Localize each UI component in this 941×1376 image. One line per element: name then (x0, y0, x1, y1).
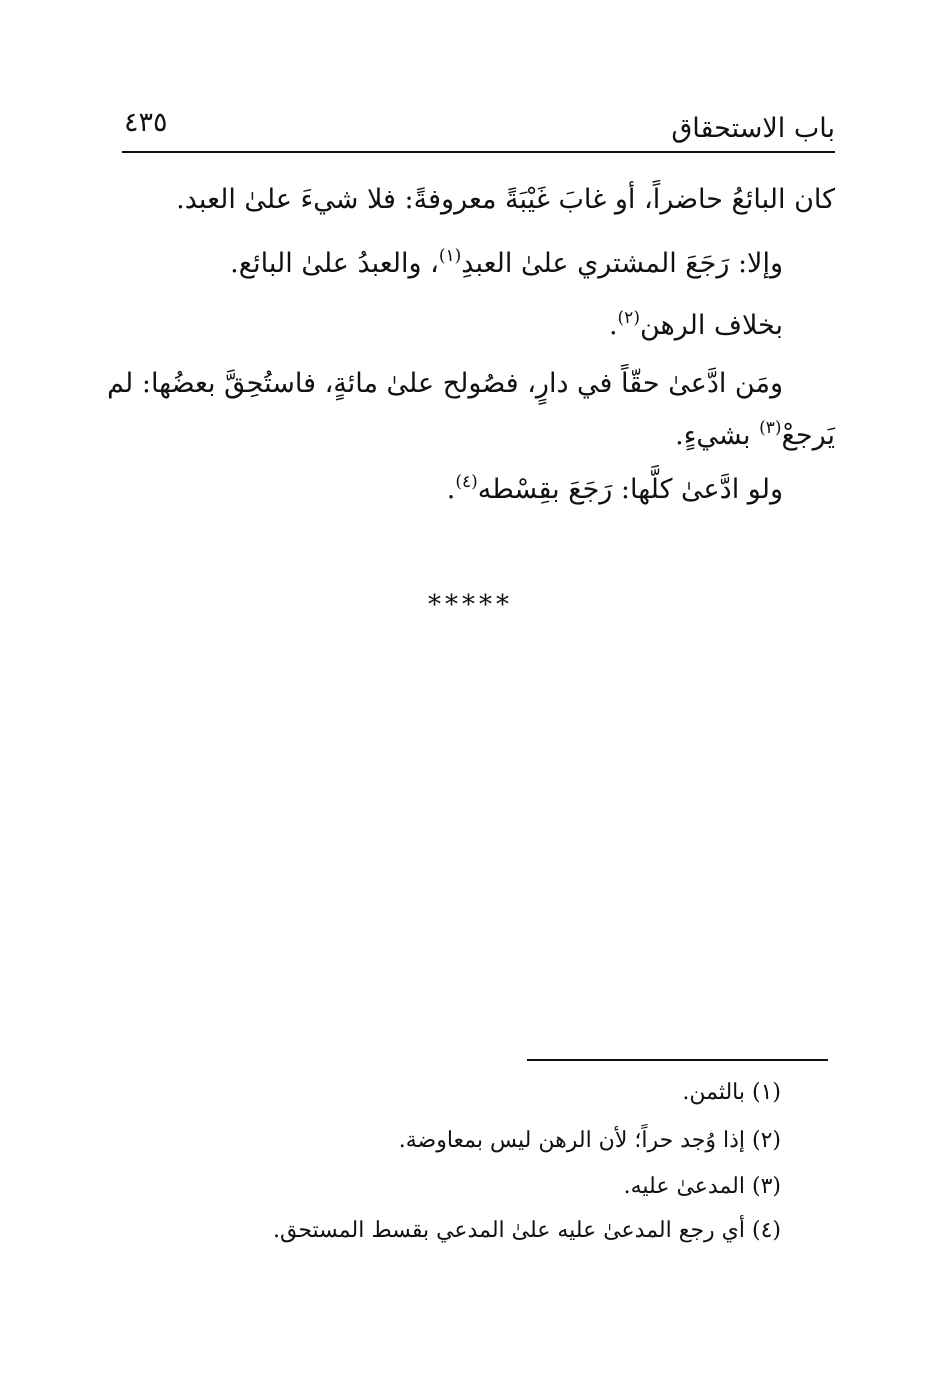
text-line-4 (107, 364, 783, 404)
text-line-1 (176, 180, 835, 220)
text-line-2 (230, 244, 783, 284)
footnote-marker-3[interactable]: (٣) (759, 418, 782, 438)
text-line-5 (675, 416, 835, 456)
footnote-marker-1[interactable]: (١) (438, 246, 462, 266)
footnote-4: (٤) أي رجع المدعىٰ عليه علىٰ المدعي بقسط المستحق. (273, 1218, 781, 1243)
text-line-3 (609, 306, 783, 346)
text-line-5-before: يَرجعْ (781, 420, 835, 451)
text-line-4-content: ومَن ادَّعىٰ حقّاً في دارٍ، فصُولح علىٰ مائةٍ، فاستُحِقَّ بعضُها: لم (107, 368, 783, 399)
footnote-3: (٣) المدعىٰ عليه. (623, 1174, 781, 1199)
section-separator: ***** (428, 590, 513, 620)
footnote-marker-4[interactable]: (٤) (455, 472, 478, 492)
text-line-5-after: بشيءٍ. (675, 420, 760, 451)
footnote-1: (١) بالثمن. (682, 1080, 781, 1105)
text-line-6-before: ولو ادَّعىٰ كلَّها: رَجَعَ بقِسْطه (477, 474, 783, 505)
running-title: باب الاستحقاق (671, 113, 835, 144)
text-line-6 (447, 470, 783, 510)
header-divider (122, 151, 835, 153)
text-line-3-after: . (608, 310, 618, 341)
footnote-divider (527, 1059, 828, 1061)
text-line-1-content: كان البائعُ حاضراً، أو غابَ غَيْبَةً معروفةً: فلا شيءَ علىٰ العبد. (176, 184, 835, 215)
footnote-marker-2[interactable]: (٢) (617, 308, 640, 328)
page-number: ٤٣٥ (124, 107, 168, 138)
text-line-6-after: . (446, 474, 456, 505)
footnote-2: (٢) إذا وُجد حراً؛ لأن الرهن ليس بمعاوضة. (398, 1128, 781, 1153)
text-line-2-after: ، والعبدُ علىٰ البائع. (230, 248, 439, 279)
page-header (122, 104, 835, 152)
text-line-2-before: وإلا: رَجَعَ المشتري علىٰ العبدِ (461, 248, 783, 279)
text-line-3-before: بخلاف الرهن (639, 310, 783, 341)
